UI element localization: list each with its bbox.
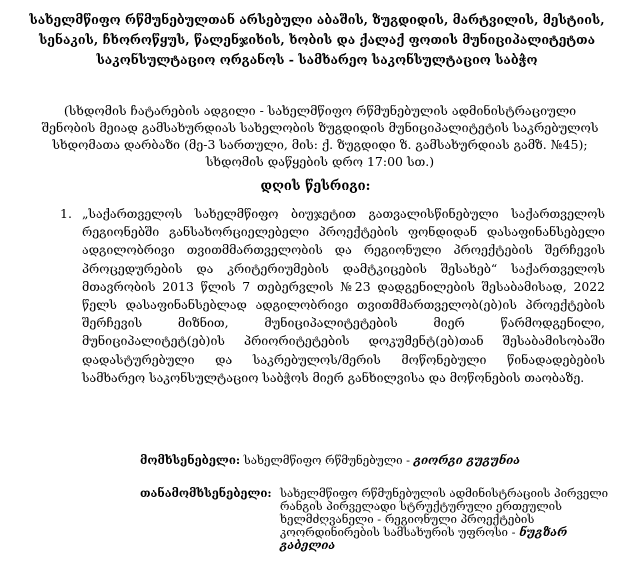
presenter-role: სახელმწიფო რწმუნებული - [240, 453, 414, 467]
co-presenter-block [140, 487, 610, 552]
co-presenter-role: სახელმწიფო რწმუნებულის ადმინისტრაციის პირველი რანგის პირველადი სტრუქტურული ერთეულის ხელმძღვანელი - რეგიონული პროექტების კოორდინირების სამსახურის უფროსი - [280, 486, 609, 539]
agenda-heading: დღის წესრიგი: [260, 179, 371, 194]
agenda-item-text: „საქართველოს სახელმწიფო ბიუჯეტით გათვალისწინებული საქართველოს რეგიონებში განსახორციელებელი პროექტების ფონდიდან დასაფინანსებელი ადგილობრივი თვითმმართველობის და რეგიონული პროექტების შერჩევის პროცედურების და კრიტერიუმების დამტკიცების შესახებ“ საქართველოს მთავრობის 2013 წლის 7 თებერვლის №23 დადგენილების შესაბამისად, 2022 წელს დასაფინანსებლად ადგილობრივი თვითმმართველობ(ებ)ის პროექტების შერჩევის მიზნით, მუნიციპალიტეტების მიერ წარმოდგენილი, მუნიციპალიტეტ(ებ)ის პრიორიტეტების დოკუმენტ(ებ)თან შესაბამისობაში დადასტურებული და საკრებულოს/მერის მოწონებული წინადადებების სამხარეო საკონსულტაციო საბჭოს მიერ განხილვისა და მოწონების თაობაზე. [82, 206, 605, 385]
co-presenter-label: თანამომხსენებელი: [140, 486, 272, 500]
meeting-location-info: (სხდომის ჩატარების ადგილი - სახელმწიფო რწმუნებულის ადმინისტრაციული შენობის მეიად გამსახურდიას სახელობის ზუგდიდის მუნიციპალიტეტის საკრებულოს სხდომათა დარბაზი (მე-3 სართული, მის: ქ. ზუგდიდი ზ. გამსახურდიას გამზ. №45); სხდომის დაწყების დრო 17:00 სთ.) [41, 103, 599, 169]
document-title: სახელმწიფო რწმუნებულთან არსებული აბაშის, ზუგდიდის, მარტვილის, მესტიის, სენაკის, ჩხოროწყუს, წალენჯიხის, ხობის და ქალაქ ფოთის მუნიციპალიტეტთა საკონსულტაციო ორგანოს - სამხარეო საკონსულტაციო საბჭო [29, 12, 605, 67]
agenda-item [60, 205, 605, 387]
presenter-line [140, 452, 610, 468]
co-presenter-body [280, 487, 610, 552]
agenda-item-number: 1. [60, 206, 72, 221]
presenter-label: მომხსენებელი: [140, 453, 241, 467]
co-presenter-name: ნუგზარ გაბელია [280, 525, 568, 552]
presenter-name: გიორგი გუგუნია [413, 453, 521, 467]
